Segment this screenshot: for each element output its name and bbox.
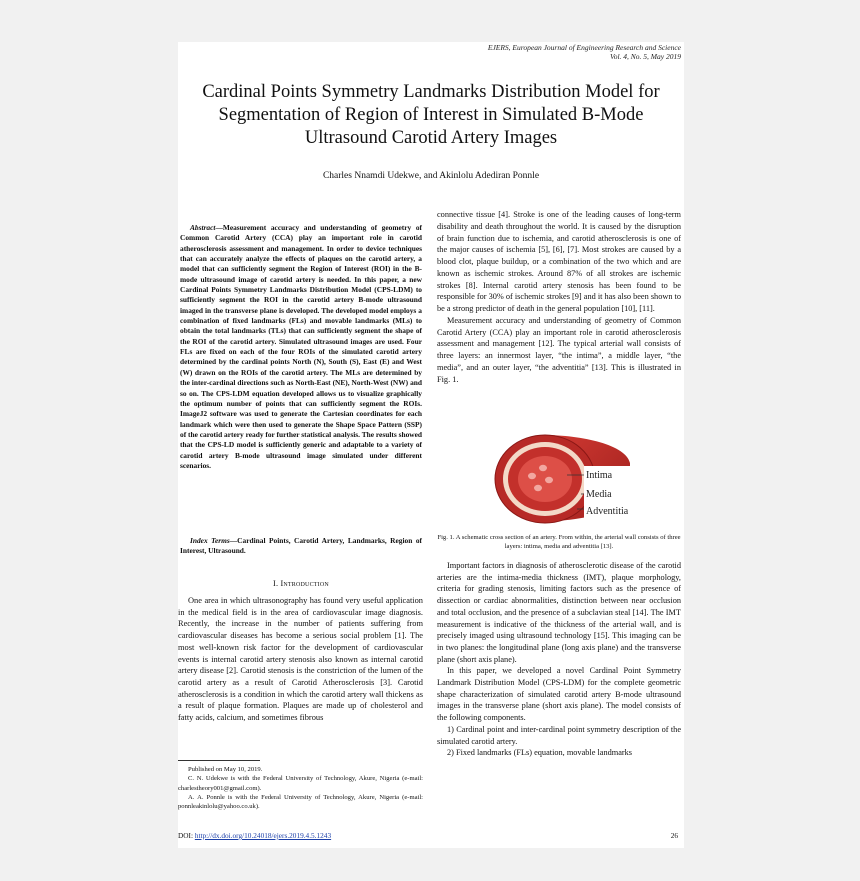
figure-caption: Fig. 1. A schematic cross section of an artery. From within, the arterial wall consists of three layers: intima, media and adventitia [13].: [437, 534, 681, 551]
journal-volume: Vol. 4, No. 5, May 2019: [609, 52, 681, 61]
abstract-label: Abstract: [190, 223, 216, 232]
paper-title: Cardinal Points Symmetry Landmarks Distribution Model for Segmentation of Region of Interest in Simulated B-Mode Ultrasound Carotid Artery Images: [202, 82, 660, 148]
footnotes: [178, 765, 423, 811]
index-terms-text: —Cardinal Points, Carotid Artery, Landmarks, Region of Interest, Ultrasound.: [180, 536, 422, 556]
paragraph: Measurement accuracy and understanding of geometry of Common Carotid Artery (CCA) play an important role in carotid atherosclerosis assessment and management [12]. The typical arterial wall consists of three layers: an innermost layer, “the intima”, a middle layer, “the media”, and an outer layer, “the adventitia” [13]. This is illustrated in Fig. 1.: [437, 315, 681, 384]
artery-cross-section-illustration: [488, 433, 630, 525]
adventitia-label: Adventitia: [586, 506, 629, 517]
paragraph: connective tissue [4]. Stroke is one of the leading causes of long-term disability and death throughout the world. It is caused by the disruption of brain function due to ischemia, and carotid atherosclerosis is one of the major causes of ischemia [5], [6], [7]. Most strokes are caused by a blood clot, plaque buildup, or a combination of the two which and are known as ischemic strokes. Around 87% of all strokes are ischemic strokes [8]. Internal carotid artery stenosis has been found to be responsible for 30% of ischemic strokes [9] and it has also been shown to be a strong predictor of death in the general population [10], [11].: [437, 210, 682, 313]
journal-header: [488, 43, 681, 61]
artery-figure: [488, 433, 630, 525]
index-terms-label: Index Terms: [190, 536, 230, 545]
paragraph: Important factors in diagnosis of atherosclerotic disease of the carotid arteries are the intima-media thickness (IMT), plaque morphology, criteria for grading stenosis, limiting factors such as the presence of dissection or cardiac abnormalities, distinction between near occlusion and total occlusion, and the presence of a subclavian steal [14]. The IMT measurement is indicative of the thickness of the arterial wall, and is precisely imaged using ultrasound technology [15]. This imaging can be in two planes: the longitudinal plane (long axis plane) and the transverse plane (short axis plane).: [437, 561, 681, 664]
right-column-bottom: [437, 560, 681, 759]
footnote-author-2: A. A. Ponnle is with the Federal University of Technology, Akure, Nigeria (e-mail: ponnleakinlolu@yahoo.co.uk).: [178, 793, 423, 811]
index-terms: [180, 536, 422, 557]
blood-cell: [528, 473, 536, 479]
blood-cell: [539, 465, 547, 471]
footnote-author-1: C. N. Udekwe is with the Federal University of Technology, Akure, Nigeria (e-mail: charlestheory001@gmail.com).: [178, 775, 423, 792]
page-number: 26: [670, 831, 678, 840]
media-label: Media: [586, 489, 612, 500]
paper-page: [178, 42, 684, 848]
list-item: 1) Cardinal point and inter-cardinal point symmetry description of the simulated carotid artery.: [437, 724, 681, 746]
footnote-published: Published on May 10, 2019.: [188, 766, 263, 773]
paragraph: In this paper, we developed a novel Cardinal Point Symmetry Landmark Distribution Model (CPS-LDM) for the complete geometric shape characterization of simulated carotid artery B-mode ultrasound images in the transverse plane (short axis plane). The model consists of the following components.: [437, 666, 681, 723]
right-column-top: [437, 209, 681, 385]
footnote-divider: [178, 760, 260, 761]
intima-label: Intima: [586, 470, 613, 481]
doi-line: [178, 831, 682, 840]
section-heading: I. Introduction: [273, 579, 329, 588]
abstract-text: —Measurement accuracy and understanding of geometry of Common Carotid Artery (CCA) play an important role in carotid atherosclerosis assessment and management. In order to device techniques that can accurately analyze the effects of plaques on the carotid artery, a model that can sufficiently segment the Region of Interest (ROI) in the B-mode ultrasound image of carotid artery is needed. In this paper, a new Cardinal Points Symmetry Landmarks Distribution Model (CPS-LDM) to sufficiently segment the ROI in the carotid artery B-mode ultrasound imaged in the transverse plane is developed. The developed model employs a combination of fixed landmarks (FLs) and movable landmarks (MLs) to obtain the total landmarks (TLs) that can sufficiently segment the shape of the ROI of the carotid artery. Simulated ultrasound images are used. Four FLs are fixed on each of the four ROIs of the simulated carotid artery determined by the cardinal points North (N), South (S), East (E) and West (W) drawn on the ROIs of the carotid artery. The MLs are determined by the inter-cardinal directions such as North-East (NE), North-West (NW) and so on. The CPS-LDM equation developed allows us to visualize graphically the optimum number of points that can sufficiently segment the ROIs. ImageJ2 software was used to generate the Cartesian coordinates for each landmark which were then used to generate the Shape Space Pattern (SSP) of the carotid artery ready for further statistical analysis. The results showed that the CPS-LD model is sufficiently generic and adaptable to a variety of carotid artery B-mode ultrasound image simulated under different scenarios.: [180, 223, 422, 470]
list-item: 2) Fixed landmarks (FLs) equation, movable landmarks: [447, 748, 633, 758]
blood-cell: [534, 485, 542, 491]
doi-link[interactable]: http://dx.doi.org/10.24018/ejers.2019.4.5.1243: [194, 831, 332, 840]
intro-paragraph: One area in which ultrasonography has found very useful application in the medical field is in the area of cardiovascular image diagnosis. Recently, the increase in the number of patients suffering from cardiovascular diseases has become a serious social problem [1]. The most well-known risk factor for the development of cardiovascular events is internal carotid artery stenosis also known as internal carotid artery disease [2]. Carotid stenosis is the constriction of the lumen of the carotid artery as a result of Carotid Atherosclerosis [3]. Carotid atherosclerosis is a condition in which the carotid artery wall thickens as a result of plaque formation. Plaques are made up of cholesterol and fatty acids, calcium, and sometimes fibrous: [178, 596, 423, 723]
lumen: [518, 456, 572, 502]
doi-label: DOI:: [178, 831, 195, 840]
abstract: [180, 223, 422, 471]
blood-cell: [545, 477, 553, 483]
paper-authors: Charles Nnamdi Udekwe, and Akinlolu Adediran Ponnle: [322, 171, 540, 181]
journal-name: EJERS, European Journal of Engineering Research and Science: [487, 43, 681, 52]
